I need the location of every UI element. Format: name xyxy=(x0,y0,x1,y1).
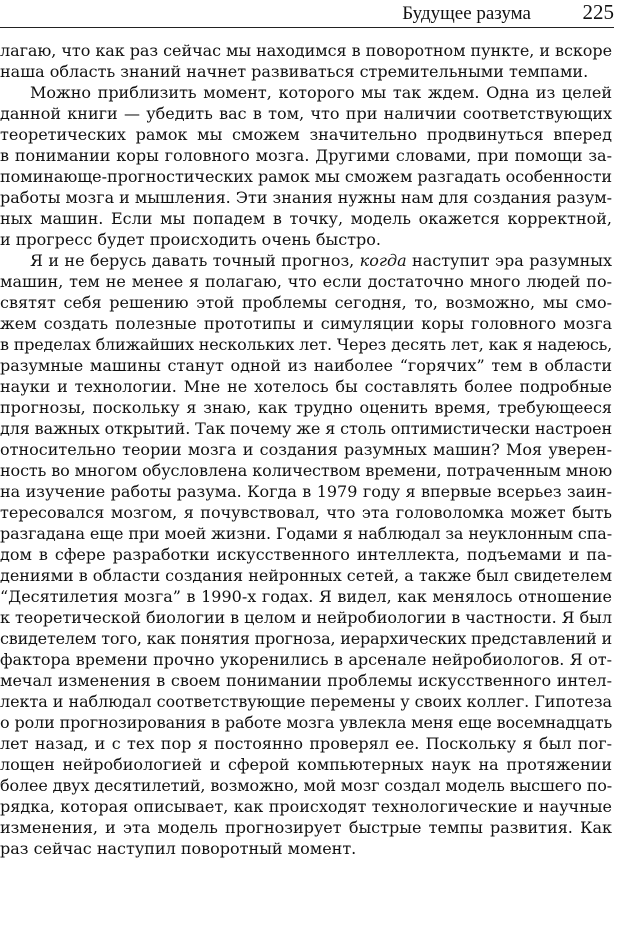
paragraph-3 xyxy=(0,250,612,859)
text-line: святят себя решению этой проблемы сегодня, то, возможно, мы смо- xyxy=(0,293,612,312)
text-line: лагаю, что как раз сейчас мы находимся в поворотном пункте, и вскоре xyxy=(0,41,612,60)
text-line: раз сейчас наступил поворотный момент. xyxy=(0,839,357,858)
text-line: Можно приблизить момент, которого мы так ждем. Одна из целей xyxy=(30,83,612,102)
running-title: Будущее разума xyxy=(402,3,531,24)
paragraph-1 xyxy=(0,40,612,82)
text-line: рядка, которая описывает, как происходят технологические и научные xyxy=(0,797,612,816)
text-line: о роли прогнозирования в работе мозга увлекла меня еще восемнадцать xyxy=(0,713,613,732)
page-number: 225 xyxy=(582,0,614,24)
text-line: лекта и наблюдал соответствующие перемены у своих коллег. Гипотеза xyxy=(0,692,612,711)
text-line: данной книги — убедить вас в том, что при наличии соответствующих xyxy=(0,104,612,123)
text-line: теоретических рамок мы сможем значительно продвинуться вперед xyxy=(0,125,612,144)
text-line: и прогресс будет происходить очень быстро. xyxy=(0,230,381,249)
paragraph-2 xyxy=(0,82,612,250)
emphasized-word: когда xyxy=(359,251,407,270)
text-line: мечал изменения в своем понимании проблемы искусственного интел- xyxy=(0,671,612,690)
text-line: лет назад, и с тех пор я постоянно проверял ее. Поскольку я был пог- xyxy=(0,734,612,753)
text-line: машин, тем не менее я полагаю, что если достаточно много людей по- xyxy=(0,272,612,291)
text-line: наша область знаний начнет развиваться стремительными темпами. xyxy=(0,62,589,81)
running-header xyxy=(0,0,614,28)
text-line: дом в сфере разработки искусственного интеллекта, подъемами и па- xyxy=(0,545,612,564)
text-line: лощен нейробиологией и сферой компьютерных наук на протяжении xyxy=(0,755,612,774)
text-segment: Я и не берусь давать точный прогноз, xyxy=(30,251,360,270)
text-line: прогнозы, поскольку я знаю, как трудно оценить время, требующееся xyxy=(0,398,612,417)
text-segment: наступит эра разумных xyxy=(406,251,612,270)
text-line: для важных открытий. Так почему же я столь оптимистически настроен xyxy=(0,419,613,438)
text-line: тересовался мозгом, я почувствовал, что эта головоломка может быть xyxy=(0,503,612,522)
text-line: на изучение работы разума. Когда в 1979 году я впервые всерьез заин- xyxy=(0,482,612,501)
body-text xyxy=(0,40,612,859)
text-line: относительно теории мозга и создания разумных машин? Моя уверен- xyxy=(0,440,612,459)
text-line: разгадана еще при моей жизни. Годами я наблюдал за неуклонным спа- xyxy=(0,524,613,543)
text-line-with-emphasis xyxy=(0,250,612,271)
text-line: изменения, и эта модель прогнозирует быстрые темпы развития. Как xyxy=(0,818,612,837)
text-line: ность во многом обусловлена количеством времени, потраченным мною xyxy=(0,461,613,480)
text-line: дениями в области создания нейронных сетей, а также был свидетелем xyxy=(0,566,613,585)
text-line: свидетелем того, как понятия прогноза, иерархических представлений и xyxy=(0,629,612,648)
text-line: ных машин. Если мы попадем в точку, модель окажется корректной, xyxy=(0,209,612,228)
text-line: поминающе-прогностических рамок мы сможем разгадать особенности xyxy=(0,167,613,186)
text-line: науки и технологии. Мне не хотелось бы составлять более подробные xyxy=(0,377,612,396)
text-line: разумные машины станут одной из наиболее “горячих” тем в области xyxy=(0,356,612,375)
text-line: “Десятилетия мозга” в 1990-х годах. Я видел, как менялось отношение xyxy=(0,587,612,606)
text-line: в понимании коры головного мозга. Другими словами, при помощи за- xyxy=(0,146,612,165)
text-line: к теоретической биологии в целом и нейробиологии в частности. Я был xyxy=(0,608,612,627)
text-line: жем создать полезные прототипы и симуляции коры головного мозга xyxy=(0,314,612,333)
text-line: фактора времени прочно укоренились в арсенале нейробиологов. Я от- xyxy=(0,650,612,669)
text-line: в пределах ближайших нескольких лет. Через десять лет, как я надеюсь, xyxy=(0,335,613,354)
text-line: работы мозга и мышления. Эти знания нужны нам для создания разум- xyxy=(0,188,613,207)
text-line: более двух десятилетий, возможно, мой мозг создал модель высшего по- xyxy=(0,776,612,795)
